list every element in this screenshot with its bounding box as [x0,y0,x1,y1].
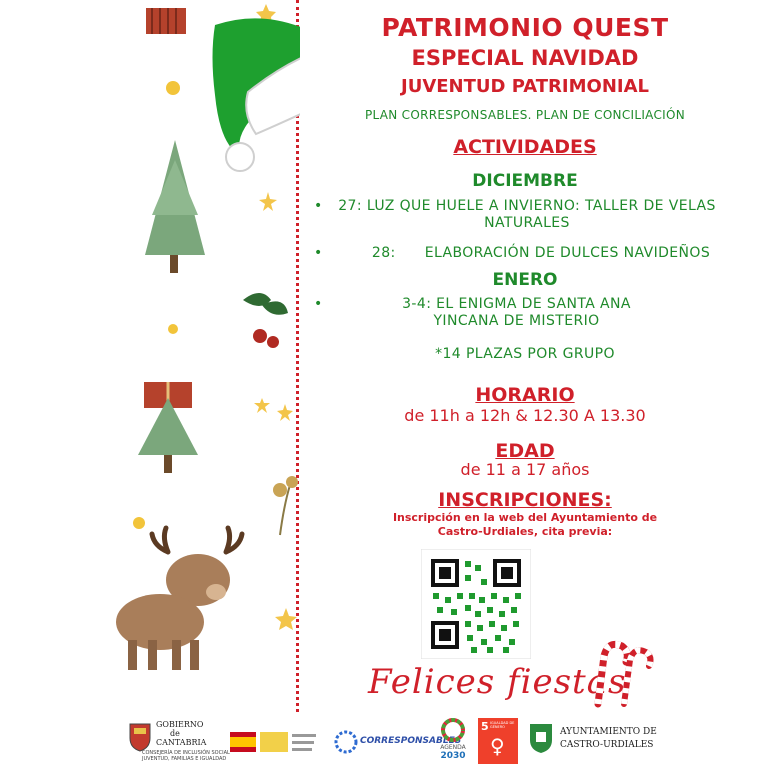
ornament-icon [166,81,180,95]
reindeer-icon [116,528,242,670]
list-item [314,245,744,262]
age-value: de 11 a 17 años [460,460,590,479]
holly-icon [243,293,288,348]
sdg5-label: IGUALDAD DE GÉNERO [490,721,515,729]
star-icon [275,608,297,630]
ayuntamiento-line1: AYUNTAMIENTO DE [560,727,657,737]
plan-text: PLAN CORRESPONSABLES. PLAN DE CONCILIACIÓN [364,108,686,122]
ayuntamiento-line2: CASTRO-URDIALES [560,740,654,750]
cantabria-line3: CANTABRIA [156,738,207,747]
list-item [314,296,744,330]
schedule-heading: HORARIO [475,384,575,406]
activity-text: 27: LUZ QUE HUELE A INVIERNO: TALLER DE VELAS NATURALES [338,198,716,231]
cantabria-line1: GOBIERNO [156,720,204,729]
christmas-tree-icon [145,140,205,273]
dry-flower-icon [273,476,298,535]
corresponsables-text: CORRESPONSABLES [360,736,462,746]
castro-urdiales-shield-icon [528,722,554,754]
age-heading: EDAD [495,440,555,462]
star-icon [277,404,293,421]
registration-text-line2: Castro-Urdiales, cita previa: [437,525,613,538]
program-name: JUVENTUD PATRIMONIAL [401,76,649,97]
cantabria-line4: CONSEJERÍA DE INCLUSIÓN SOCIAL [142,750,230,756]
subtitle: ESPECIAL NAVIDAD [411,46,639,70]
qr-code[interactable] [421,549,531,659]
sdg5-logo [478,718,518,764]
places-note: *14 PLAZAS POR GRUPO [435,346,615,362]
cantabria-line5: JUVENTUD, FAMILIAS E IGUALDAD [142,756,227,762]
agenda-2030-logo [434,718,472,764]
spain-government-logo [230,718,320,764]
schedule-value: de 11h a 12h & 12.30 A 13.30 [404,406,646,425]
bullet-icon: • [314,198,323,214]
santa-hat-icon [213,18,301,171]
cantabria-logo [128,718,230,764]
ornament-icon [168,324,178,334]
agenda-line1: AGENDA [440,744,466,751]
list-item [314,198,744,232]
bullet-icon: • [314,296,323,312]
sdg5-number: 5 [481,720,489,733]
corresponsables-icon [334,730,358,754]
spain-flag-icon [230,732,256,752]
cantabria-line2: de [170,729,180,738]
activities-heading: ACTIVIDADES [453,136,597,158]
month-december: DICIEMBRE [472,171,578,191]
gender-equality-icon: ♀ [490,734,505,758]
activity-text: 28: ELABORACIÓN DE DULCES NAVIDEÑOS [371,245,711,261]
main-title: PATRIMONIO QUEST [381,13,669,42]
wooden-crate-icon [146,8,186,34]
agenda-line2: 2030 [440,751,466,761]
christmas-decoration-column [0,0,300,712]
ayuntamiento-logo [528,718,657,764]
candy-cane-icon [584,634,654,708]
star-icon [254,398,270,413]
bullet-icon: • [314,245,323,261]
month-january: ENERO [492,270,558,290]
sdg-wheel-icon [441,718,465,742]
gift-tree-icon [138,382,198,473]
coat-of-arms-icon [128,722,152,752]
greeting-text: Felices fiestas [368,662,627,702]
ornament-icon [133,517,145,529]
star-icon [259,192,277,211]
registration-text-line1: Inscripción en la web del Ayuntamiento de [392,511,658,524]
registration-heading: INSCRIPCIONES: [438,489,612,511]
activity-text: 3-4: EL ENIGMA DE SANTA ANA YINCANA DE MISTERIO [402,296,631,329]
